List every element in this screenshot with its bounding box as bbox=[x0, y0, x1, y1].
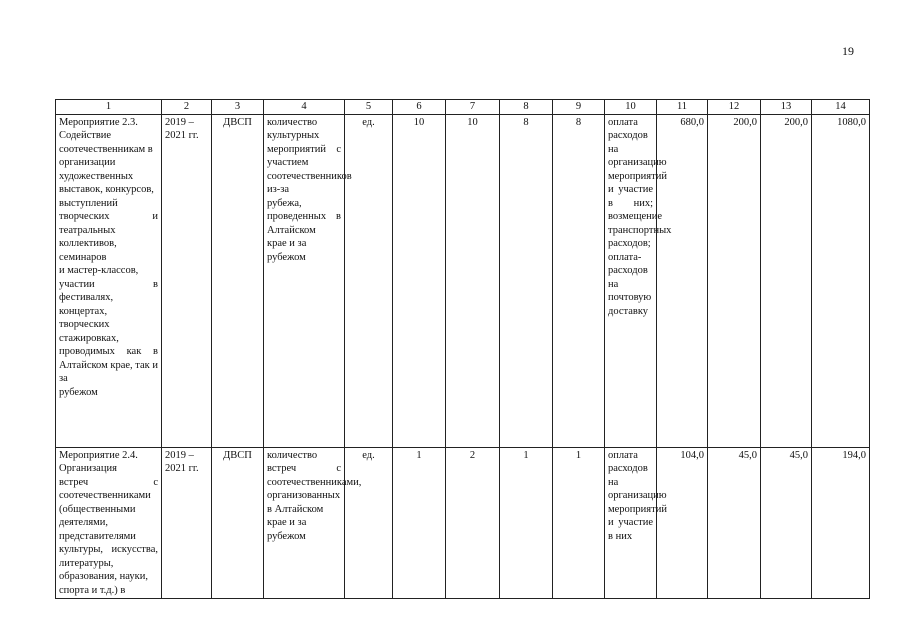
column-header: 5 bbox=[345, 100, 393, 115]
column-header: 8 bbox=[500, 100, 553, 115]
total-cell: 1080,0 bbox=[812, 114, 870, 447]
value-cell: 10 bbox=[446, 114, 500, 447]
column-header: 13 bbox=[761, 100, 812, 115]
column-header: 6 bbox=[393, 100, 446, 115]
program-table bbox=[55, 99, 870, 599]
period-cell: 2019 – 2021 гг. bbox=[162, 114, 212, 447]
table-row bbox=[56, 447, 870, 599]
column-header: 4 bbox=[264, 100, 345, 115]
page-number: 19 bbox=[842, 44, 854, 58]
column-header: 1 bbox=[56, 100, 162, 115]
expense-type-cell: оплата расходов на организацию мероприятий и участие в них; возмещение транспортных расходов; оплата-расходов на почтовую доставку bbox=[605, 114, 657, 447]
column-header: 10 bbox=[605, 100, 657, 115]
period-cell: 2019 – 2021 гг. bbox=[162, 447, 212, 599]
measure-name-cell: Мероприятие 2.3. Содействие соотечественникам в организации художественных выставок, конкурсов, выступлений творческих и театральных коллективов, семинаров и мастер-классов, участии в фестивалях, концертах, творческих стажировках, проводимых как в Алтайском крае, так и за рубежом bbox=[56, 114, 162, 447]
measure-name-cell: Мероприятие 2.4. Организация встреч с соотечественниками (общественными деятелями, представителями культуры, искусства, литературы, образования, науки, спорта и т.д.) в bbox=[56, 447, 162, 599]
table-row bbox=[56, 114, 870, 447]
executor-cell: ДВСП bbox=[212, 447, 264, 599]
indicator-cell: количество культурных мероприятий с участием соотечественников из-за рубежа, проведенных в Алтайском крае и за рубежом bbox=[264, 114, 345, 447]
column-header: 9 bbox=[553, 100, 605, 115]
indicator-cell: количество встреч с соотечественниками, организованных в Алтайском крае и за рубежом bbox=[264, 447, 345, 599]
column-header: 7 bbox=[446, 100, 500, 115]
expense-type-cell: оплата расходов на организацию мероприятий и участие в них bbox=[605, 447, 657, 599]
unit-cell: ед. bbox=[345, 447, 393, 599]
value-cell: 1 bbox=[393, 447, 446, 599]
amount-cell: 680,0 bbox=[657, 114, 708, 447]
value-cell: 1 bbox=[553, 447, 605, 599]
amount-cell: 45,0 bbox=[761, 447, 812, 599]
column-header: 12 bbox=[708, 100, 761, 115]
column-header: 3 bbox=[212, 100, 264, 115]
amount-cell: 200,0 bbox=[708, 114, 761, 447]
column-header: 2 bbox=[162, 100, 212, 115]
header-row bbox=[56, 100, 870, 115]
amount-cell: 45,0 bbox=[708, 447, 761, 599]
total-cell: 194,0 bbox=[812, 447, 870, 599]
value-cell: 8 bbox=[500, 114, 553, 447]
unit-cell: ед. bbox=[345, 114, 393, 447]
amount-cell: 200,0 bbox=[761, 114, 812, 447]
column-header: 14 bbox=[812, 100, 870, 115]
value-cell: 10 bbox=[393, 114, 446, 447]
value-cell: 1 bbox=[500, 447, 553, 599]
value-cell: 2 bbox=[446, 447, 500, 599]
amount-cell: 104,0 bbox=[657, 447, 708, 599]
executor-cell: ДВСП bbox=[212, 114, 264, 447]
value-cell: 8 bbox=[553, 114, 605, 447]
column-header: 11 bbox=[657, 100, 708, 115]
